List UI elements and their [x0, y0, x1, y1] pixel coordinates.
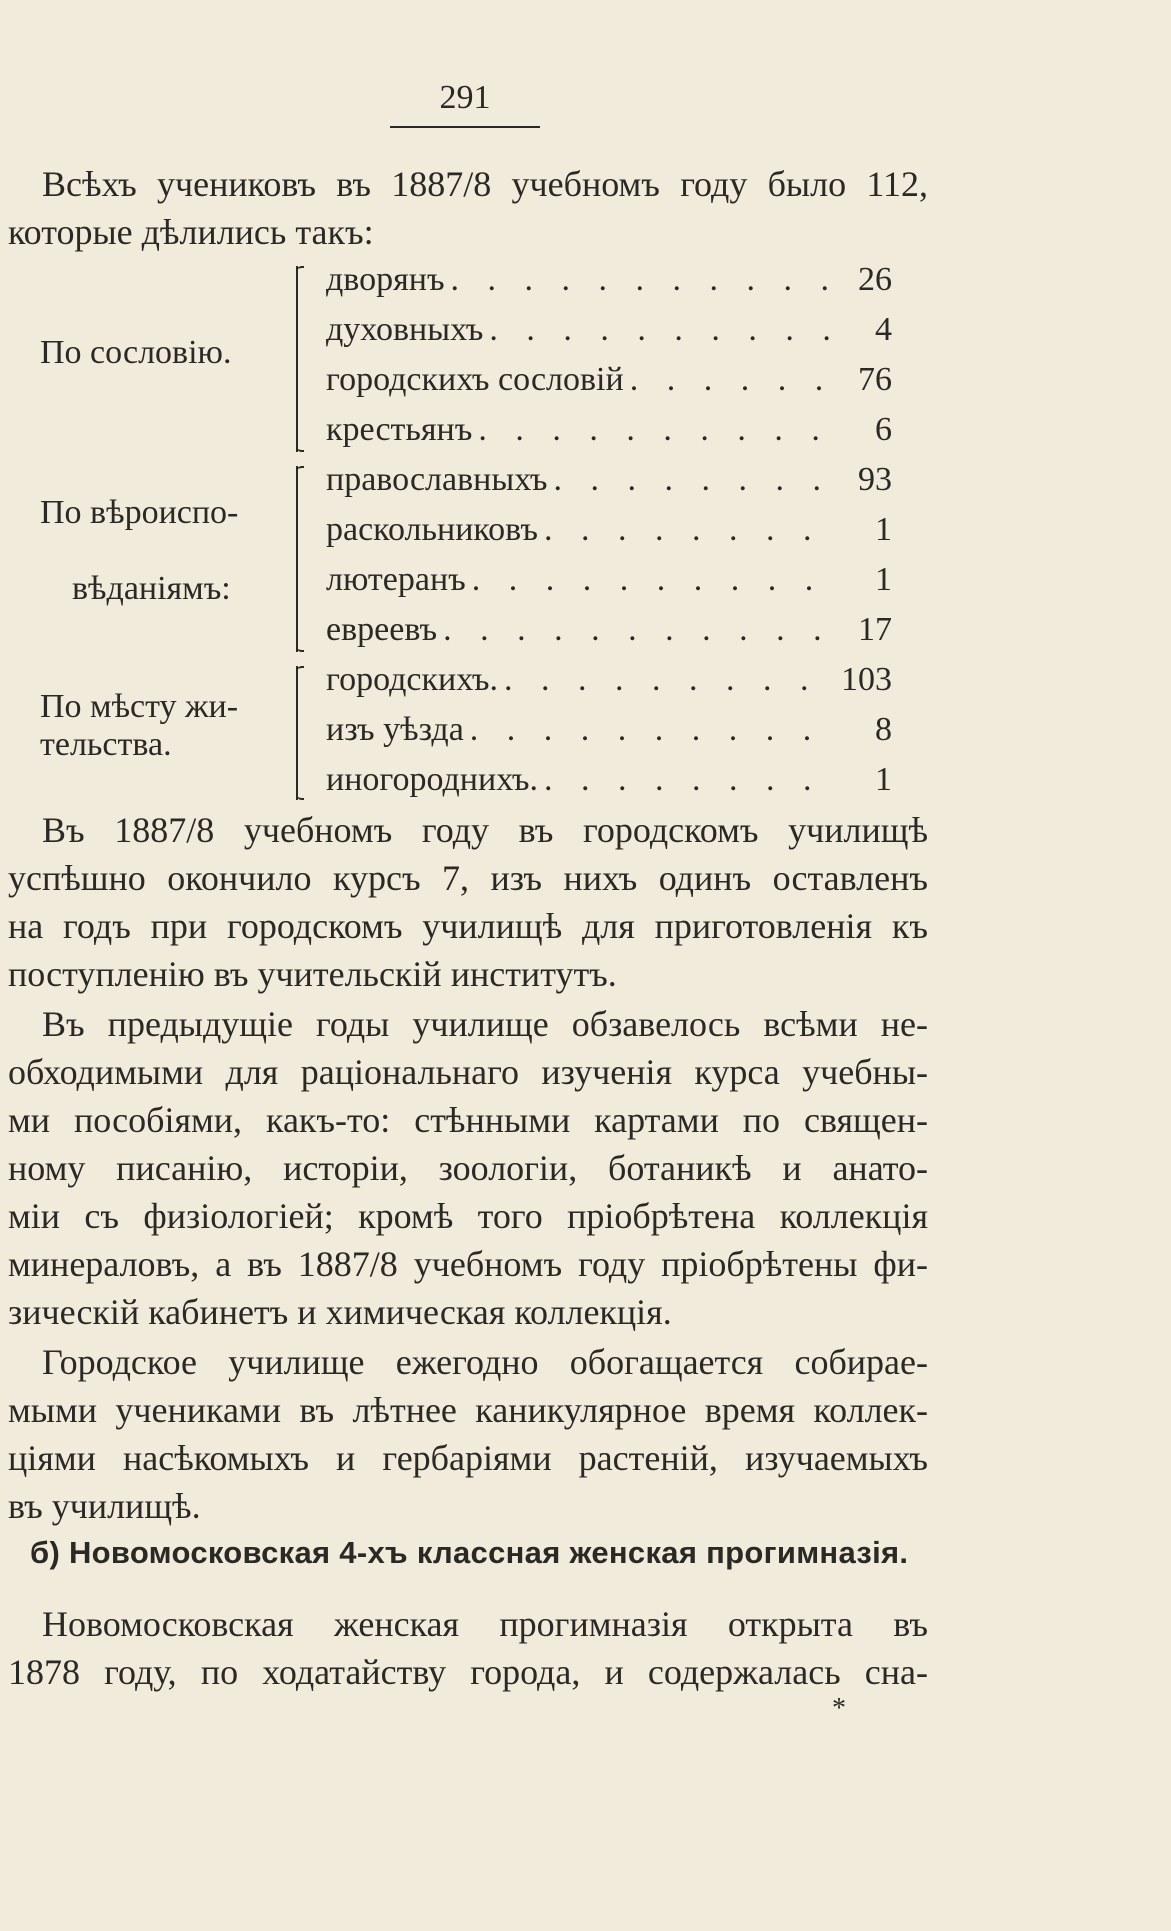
row-value: 1	[875, 561, 892, 598]
dot-leader	[544, 506, 838, 554]
section-heading: б) Новомосковская 4-хъ классная женская прогимназія.	[30, 1535, 909, 1570]
row-name: евреевъ	[326, 611, 438, 648]
table-row	[326, 706, 892, 754]
table-row	[326, 606, 892, 654]
brace-estate	[296, 266, 308, 452]
dot-leader	[478, 406, 838, 454]
dot-leader	[504, 656, 835, 704]
paragraph-line: въ училищѣ.	[8, 1486, 201, 1526]
paragraph-line: ному писанію, исторіи, зоологіи, ботаникѣ и анато-	[8, 1148, 928, 1188]
paragraph-line: успѣшно окончило курсъ 7, изъ нихъ одинъ оставленъ	[8, 858, 928, 898]
paragraph-line: ми пособіями, какъ-то: стѣнными картами по священ-	[8, 1100, 928, 1140]
dot-leader	[630, 356, 838, 404]
dot-leader	[451, 256, 838, 304]
group-label-residence: тельства.	[40, 726, 172, 763]
page-number: 291	[439, 79, 491, 116]
row-value: 6	[875, 411, 892, 448]
table-row	[326, 306, 892, 354]
paragraph-line: поступленію въ учительскій институтъ.	[8, 954, 617, 994]
row-value: 17	[858, 611, 892, 648]
brace-religion	[296, 466, 308, 652]
row-value: 26	[858, 261, 892, 298]
row-value: 4	[875, 311, 892, 348]
row-name: духовныхъ	[326, 311, 484, 348]
row-name: изъ уѣзда	[326, 711, 464, 748]
row-value: 103	[841, 661, 892, 698]
dot-leader	[489, 306, 838, 354]
paragraph-line: 1878 году, по ходатайству города, и содержалась сна-	[8, 1652, 928, 1692]
paragraph-line: зическій кабинетъ и химическая коллекція.	[8, 1292, 672, 1332]
paragraph-line: ціями насѣкомыхъ и гербаріями растеній, изучаемыхъ	[8, 1438, 928, 1478]
paragraph-line: мыми учениками въ лѣтнее каникулярное время коллек-	[8, 1390, 928, 1430]
paragraph-line: обходимыми для раціональнаго изученія курса учебны-	[8, 1052, 928, 1092]
dot-leader	[472, 556, 838, 604]
table-row	[326, 556, 892, 604]
row-name: иногороднихъ.	[326, 761, 538, 798]
row-value: 1	[875, 761, 892, 798]
page-number-rule	[390, 126, 540, 128]
row-name: лютеранъ	[326, 561, 466, 598]
paragraph-line: Въ предыдущіе годы училище обзавелось всѣми не-	[42, 1004, 928, 1044]
row-name: раскольниковъ	[326, 511, 538, 548]
group-label-estate: По сословію.	[40, 334, 232, 371]
table-row	[326, 506, 892, 554]
table-row	[326, 756, 892, 804]
paragraph-line: Въ 1887/8 учебномъ году въ городскомъ училищѣ	[42, 810, 928, 850]
table-row	[326, 406, 892, 454]
intro-line: Всѣхъ учениковъ въ 1887/8 учебномъ году было 112,	[42, 164, 928, 204]
paragraph-line: на годъ при городскомъ училищѣ для приготовленія къ	[8, 906, 928, 946]
paragraph-line: Новомосковская женская прогимназія открыта въ	[42, 1604, 928, 1644]
row-value: 76	[858, 361, 892, 398]
table-row	[326, 256, 892, 304]
group-label-religion: вѣданіямъ:	[72, 570, 231, 607]
dot-leader	[470, 706, 838, 754]
row-value: 8	[875, 711, 892, 748]
row-name: городскихъ.	[326, 661, 499, 698]
dot-leader	[544, 756, 838, 804]
paragraph-line: міи съ физіологіей; кромѣ того пріобрѣтена коллекція	[8, 1196, 928, 1236]
group-label-residence: По мѣсту жи-	[40, 688, 239, 725]
row-value: 93	[858, 461, 892, 498]
table-row	[326, 656, 892, 704]
signature-mark: *	[832, 1693, 846, 1724]
row-name: городскихъ сословій	[326, 361, 624, 398]
intro-line: которые дѣлились такъ:	[8, 212, 374, 252]
brace-residence	[296, 666, 308, 800]
paragraph-line: Городское училище ежегодно обогащается собирае-	[42, 1342, 928, 1382]
table-row	[326, 356, 892, 404]
paragraph-line: минераловъ, а въ 1887/8 учебномъ году пріобрѣтены фи-	[8, 1244, 928, 1284]
table-row	[326, 456, 892, 504]
group-label-religion: По вѣроиспо-	[40, 494, 239, 531]
row-value: 1	[875, 511, 892, 548]
row-name: крестьянъ	[326, 411, 473, 448]
dot-leader	[443, 606, 838, 654]
row-name: православныхъ	[326, 461, 548, 498]
row-name: дворянъ	[326, 261, 445, 298]
dot-leader	[553, 456, 838, 504]
